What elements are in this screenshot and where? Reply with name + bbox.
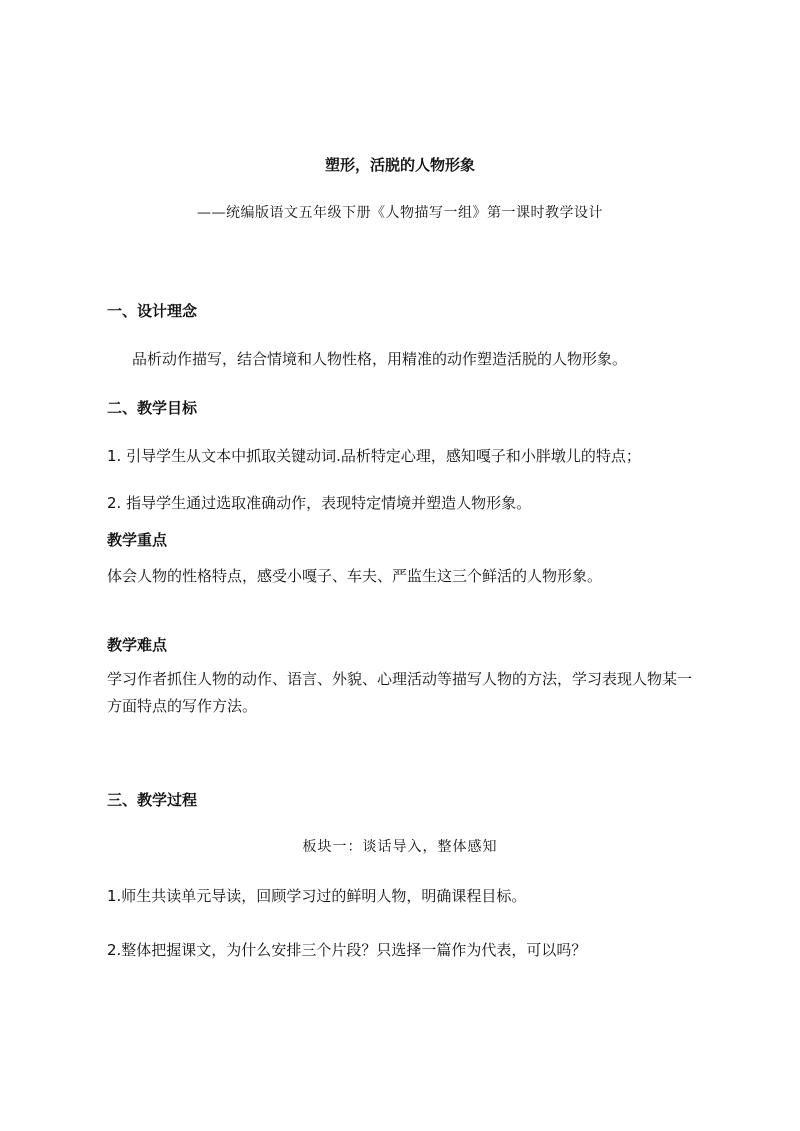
teaching-goal-2: 2. 指导学生通过选取准确动作，表现特定情境并塑造人物形象。	[107, 494, 532, 512]
design-concept-text: 品析动作描写，结合情境和人物性格，用精准的动作塑造活脱的人物形象。	[132, 350, 628, 368]
section-heading-teaching-process: 三、教学过程	[107, 791, 198, 809]
process-step-2: 2.整体把握课文，为什么安排三个片段？只选择一篇作为代表，可以吗？	[107, 941, 587, 959]
section-heading-teaching-goals: 二、教学目标	[107, 399, 198, 417]
document-title: 塑形，活脱的人物形象	[324, 156, 475, 174]
document-subtitle: ——统编版语文五年级下册《人物描写一组》第一课时教学设计	[197, 205, 603, 221]
teaching-goal-1: 1. 引导学生从文本中抓取关键动词.品析特定心理，感知嘎子和小胖墩儿的特点；	[107, 447, 641, 465]
key-points-heading: 教学重点	[107, 531, 168, 549]
block-one-title: 板块一：谈话导入，整体感知	[302, 839, 498, 855]
difficulties-text: 学习作者抓住人物的动作、语言、外貌、心理活动等描写人物的方法，学习表现人物某一方面特点的写作方法。	[107, 670, 693, 715]
section-heading-design-concept: 一、设计理念	[107, 302, 198, 320]
process-step-1: 1.师生共读单元导读，回顾学习过的鲜明人物，明确课程目标。	[107, 887, 527, 905]
difficulties-heading: 教学难点	[107, 636, 168, 654]
key-points-text: 体会人物的性格特点，感受小嘎子、车夫、严监生这三个鲜活的人物形象。	[107, 567, 603, 585]
